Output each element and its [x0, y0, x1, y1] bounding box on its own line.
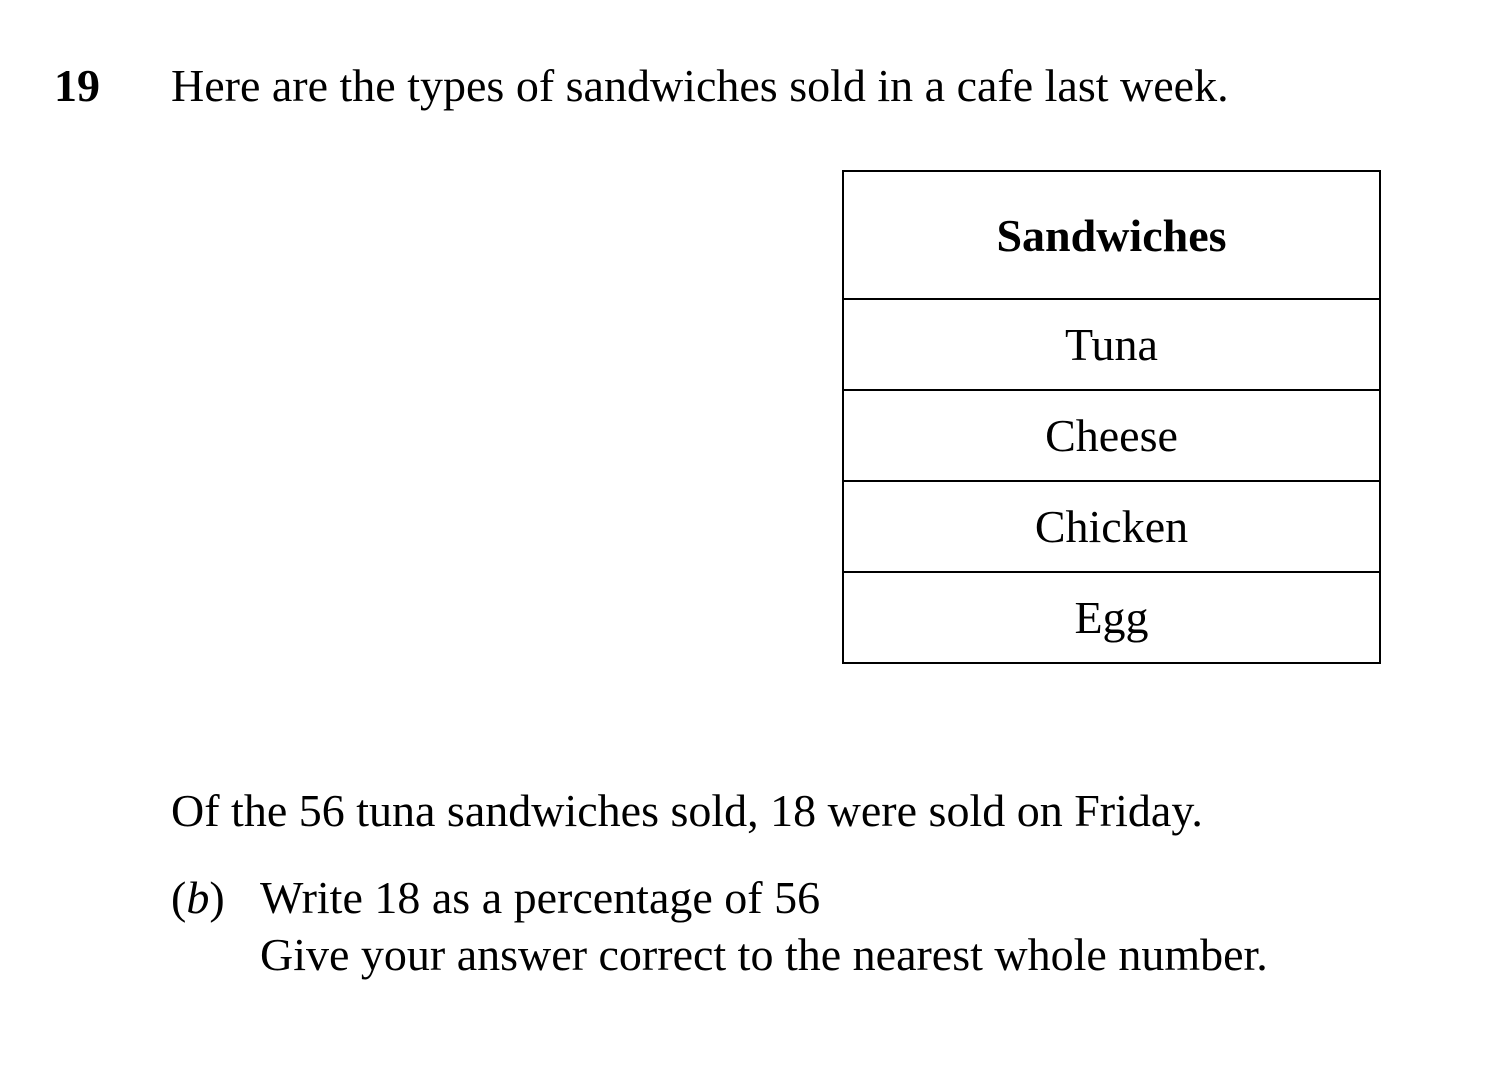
- question-stem: Of the 56 tuna sandwiches sold, 18 were sold on Friday.: [171, 785, 1203, 836]
- sandwiches-table: [842, 170, 1381, 664]
- table-row: [843, 299, 1380, 390]
- table-row: [843, 390, 1380, 481]
- table-row: [843, 572, 1380, 663]
- table-header-sandwiches: Sandwiches: [843, 171, 1380, 299]
- question-number: 19: [54, 60, 100, 111]
- question-intro: Here are the types of sandwiches sold in a cafe last week.: [171, 60, 1229, 111]
- table-row: [843, 481, 1380, 572]
- table-header-row: [843, 171, 1380, 299]
- part-b-instruction: Write 18 as a percentage of 56: [260, 872, 821, 923]
- table-cell-cheese: Cheese: [843, 390, 1380, 481]
- part-b-close-paren: ): [209, 872, 225, 923]
- part-b-open-paren: (: [171, 872, 187, 923]
- part-b-letter: b: [186, 872, 210, 923]
- part-b-rounding-note: Give your answer correct to the nearest whole number.: [260, 929, 1268, 980]
- part-b-label: [171, 870, 225, 926]
- table-cell-egg: Egg: [843, 572, 1380, 663]
- table-cell-tuna: Tuna: [843, 299, 1380, 390]
- table-cell-chicken: Chicken: [843, 481, 1380, 572]
